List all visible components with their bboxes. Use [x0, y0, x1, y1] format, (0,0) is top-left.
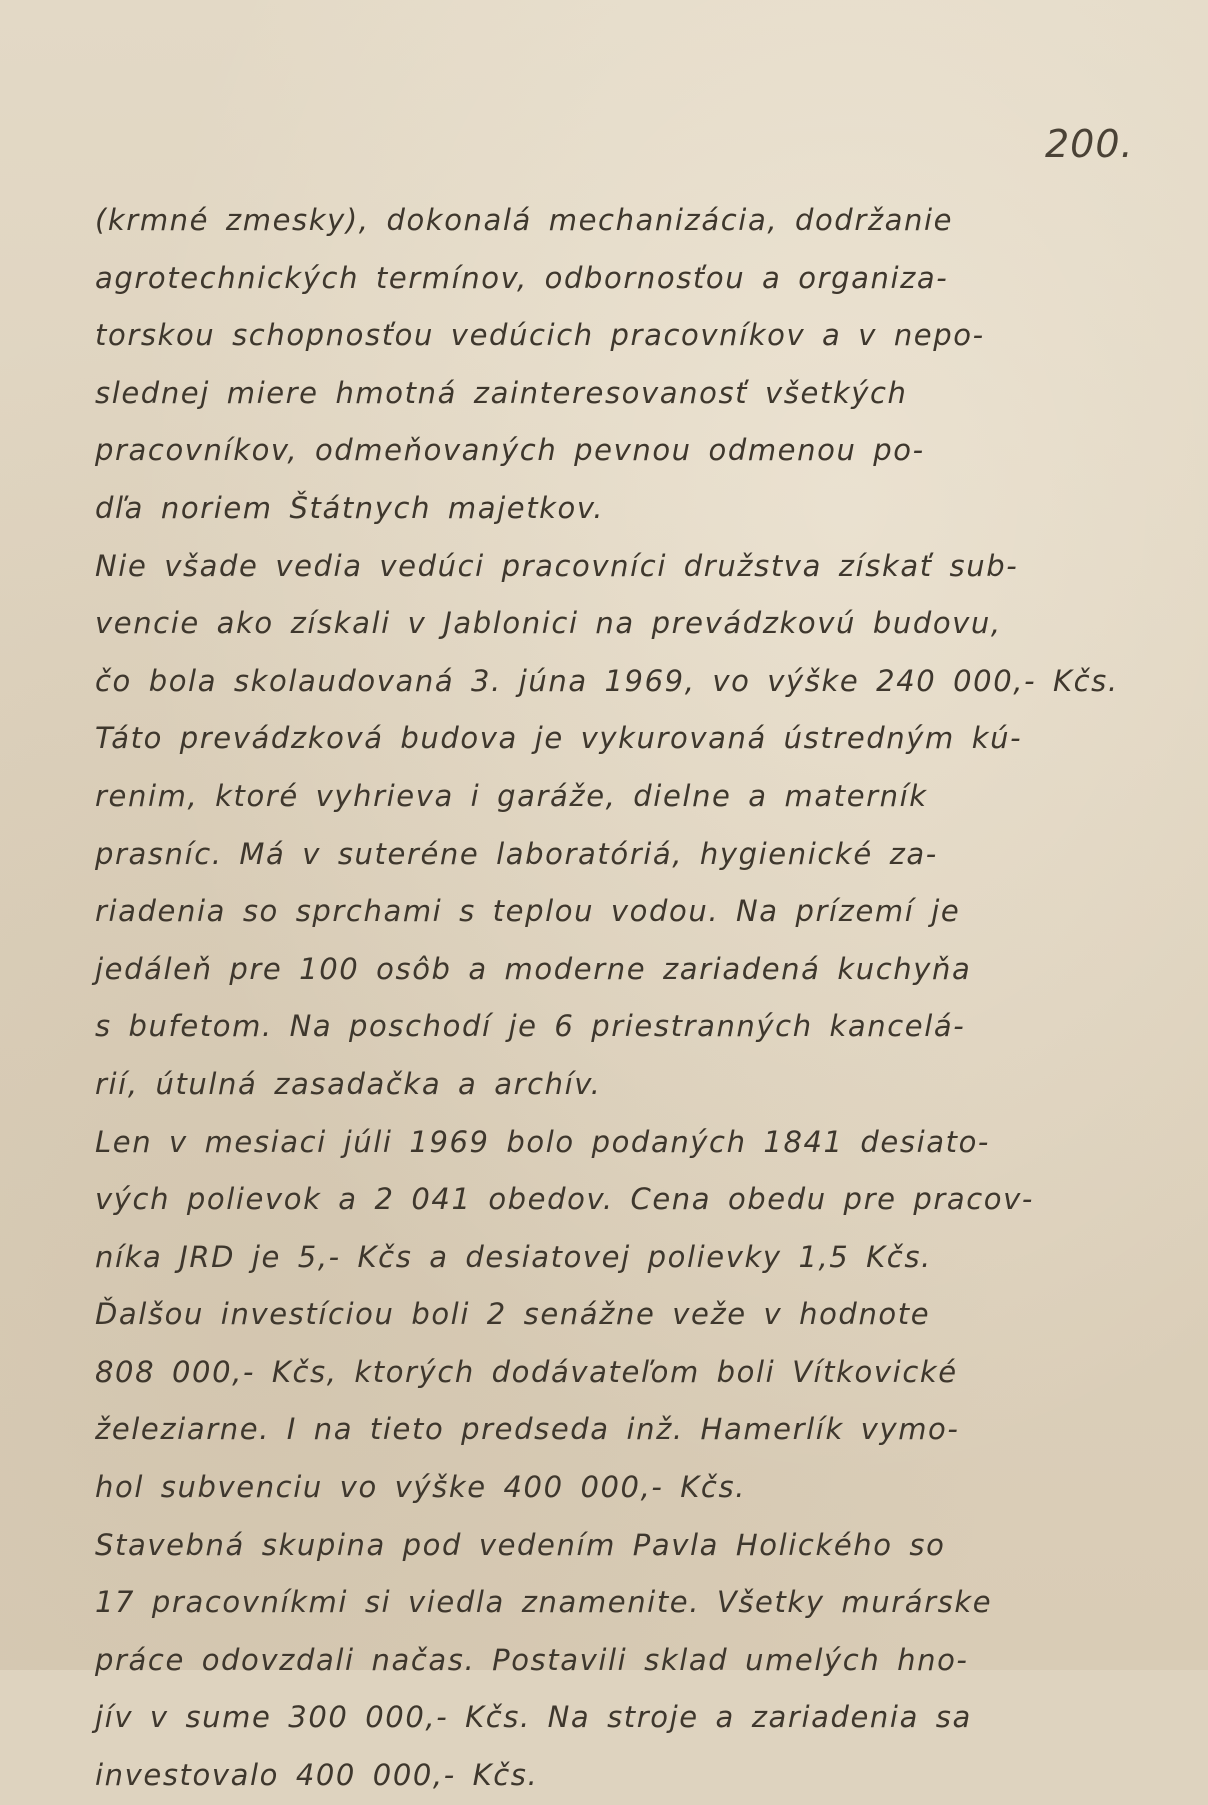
text-line: Ďalšou investíciou boli 2 senážne veže v hodnote — [95, 1297, 931, 1332]
text-line: torskou schopnosťou vedúcich pracovníkov a v nepo- — [95, 318, 985, 353]
text-line: investovalo 400 000,- Kčs. — [95, 1758, 539, 1793]
text-line: jív v sume 300 000,- Kčs. Na stroje a zariadenia sa — [95, 1700, 972, 1735]
text-line: hol subvenciu vo výške 400 000,- Kčs. — [95, 1470, 746, 1505]
text-line: rií, útulná zasadačka a archív. — [95, 1066, 602, 1101]
text-line: agrotechnických termínov, odbornosťou a organiza- — [95, 260, 949, 295]
text-line: čo bola skolaudovaná 3. júna 1969, vo výške 240 000,- Kčs. — [95, 663, 1119, 698]
text-line: jedáleň pre 100 osôb a moderne zariadená kuchyňa — [95, 951, 972, 986]
text-line: práce odovzdali načas. Postavili sklad umelých hno- — [95, 1642, 969, 1677]
text-line: vencie ako získali v Jablonici na prevádzkovú budovu, — [95, 606, 1002, 641]
text-line: Nie všade vedia vedúci pracovníci družstva získať sub- — [95, 548, 1019, 583]
text-line: 17 pracovníkmi si viedla znamenite. Všetky murárske — [95, 1585, 993, 1620]
text-line: 808 000,- Kčs, ktorých dodávateľom boli Vítkovické — [95, 1354, 958, 1389]
text-line: prasníc. Má v suteréne laboratóriá, hygienické za- — [95, 836, 938, 871]
text-line: dľa noriem Štátnych majetkov. — [95, 490, 605, 525]
text-line: železiarne. I na tieto predseda inž. Hamerlík vymo- — [95, 1412, 960, 1447]
text-line: renim, ktoré vyhrieva i garáže, dielne a materník — [95, 778, 928, 813]
text-line: riadenia so sprchami s teplou vodou. Na prízemí je — [95, 894, 961, 929]
text-line: Len v mesiaci júli 1969 bolo podaných 1841 desiato- — [95, 1124, 990, 1159]
text-line: níka JRD je 5,- Kčs a desiatovej polievky 1,5 Kčs. — [95, 1239, 932, 1274]
page-number: 200. — [1045, 122, 1134, 166]
text-line: vých polievok a 2 041 obedov. Cena obedu pre pracov- — [95, 1182, 1034, 1217]
text-line: s bufetom. Na poschodí je 6 priestranných kancelá- — [95, 1009, 966, 1044]
text-line: pracovníkov, odmeňovaných pevnou odmenou po- — [95, 433, 925, 468]
text-line: Táto prevádzková budova je vykurovaná ústredným kú- — [95, 721, 1023, 756]
handwritten-text — [95, 192, 1125, 1805]
text-line: Stavebná skupina pod vedením Pavla Holického so — [95, 1527, 946, 1562]
text-line: (krmné zmesky), dokonalá mechanizácia, dodržanie — [95, 203, 954, 237]
text-line: slednej miere hmotná zainteresovanosť všetkých — [95, 375, 908, 410]
